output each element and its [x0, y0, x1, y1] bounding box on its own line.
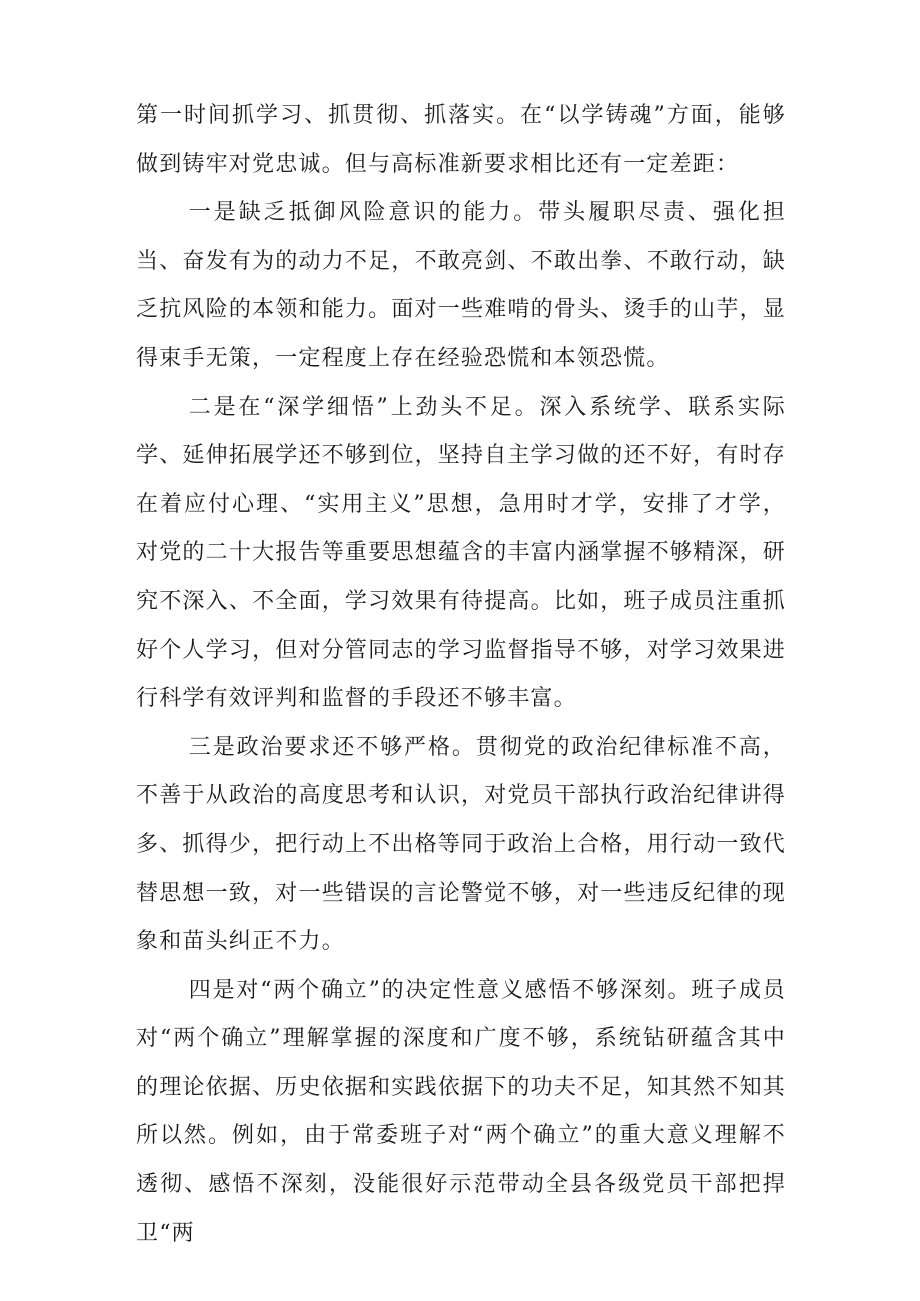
- paragraph-point-three: 三是政治要求还不够严格。贯彻党的政治纪律标准不高，不善于从政治的高度思考和认识，对党员干部执行政治纪律讲得多、抓得少，把行动上不出格等同于政治上合格，用行动一致代替思想一致，对一些错误的言论警觉不够，对一些违反纪律的现象和苗头纠正不力。: [136, 734, 786, 955]
- document-body: [136, 92, 786, 1258]
- paragraph-point-two: 二是在“深学细悟”上劲头不足。深入系统学、联系实际学、延伸拓展学还不够到位，坚持自主学习做的还不好，有时存在着应付心理、“实用主义”思想，急用时才学，安排了才学，对党的二十大报告等重要思想蕴含的丰富内涵掌握不够精深，研究不深入、不全面，学习效果有待提高。比如，班子成员注重抓好个人学习，但对分管同志的学习监督指导不够，对学习效果进行科学有效评判和监督的手段还不够丰富。: [136, 394, 786, 712]
- paragraph-point-one: 一是缺乏抵御风险意识的能力。带头履职尽责、强化担当、奋发有为的动力不足，不敢亮剑、不敢出拳、不敢行动，缺乏抗风险的本领和能力。面对一些难啃的骨头、烫手的山芋，显得束手无策，一定程度上存在经验恐慌和本领恐慌。: [136, 200, 786, 371]
- paragraph-point-four: 四是对“两个确立”的决定性意义感悟不够深刻。班子成员对“两个确立”理解掌握的深度和广度不够，系统钻研蕴含其中的理论依据、历史依据和实践依据下的功夫不足，知其然不知其所以然。例如，由于常委班子对“两个确立”的重大意义理解不透彻、感悟不深刻，没能很好示范带动全县各级党员干部把捍卫“两: [136, 977, 786, 1246]
- paragraph-intro: 第一时间抓学习、抓贯彻、抓落实。在“以学铸魂”方面，能够做到铸牢对党忠诚。但与高标准新要求相比还有一定差距：: [136, 103, 786, 177]
